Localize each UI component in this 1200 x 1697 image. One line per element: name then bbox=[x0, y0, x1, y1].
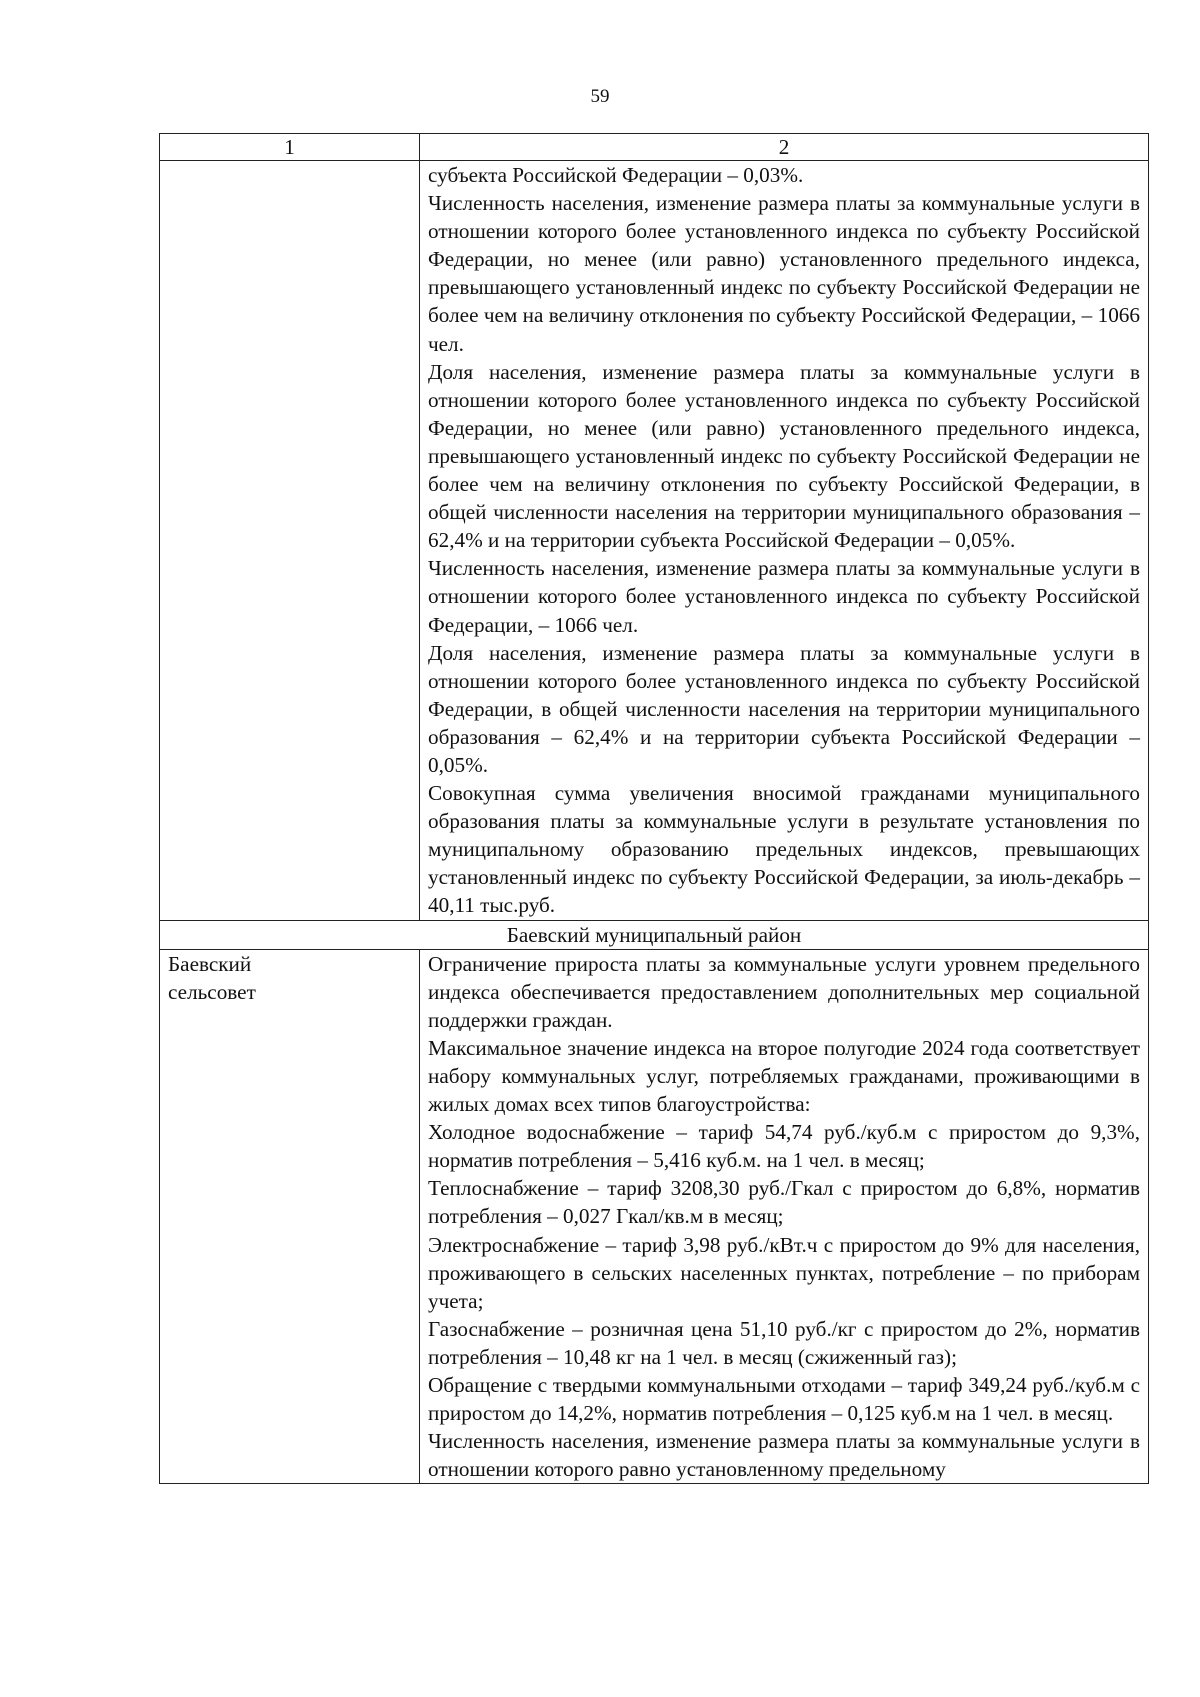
paragraph: Обращение с твердыми коммунальными отходами – тариф 349,24 руб./куб.м с приростом до 14,2%, норматив потребления – 0,125 куб.м на 1 чел. в месяц. bbox=[428, 1373, 1140, 1426]
paragraph: Максимальное значение индекса на второе полугодие 2024 года соответствует набору коммунальных услуг, потребляемых гражданами, проживающими в жилых домах всех типов благоустройства: bbox=[428, 1035, 1140, 1117]
municipality-name-line: сельсовет bbox=[168, 979, 256, 1004]
table-header-row bbox=[160, 134, 1149, 161]
paragraph: Совокупная сумма увеличения вносимой гражданами муниципального образования платы за коммунальные услуги в результате установления по муниципальному образованию предельных индексов, превышающих установленный индекс по субъекту Российской Федерации, за июль-декабрь – 40,11 тыс.руб. bbox=[428, 781, 1140, 918]
row-1-col-2 bbox=[420, 161, 1149, 921]
header-col-1: 1 bbox=[160, 134, 420, 161]
municipality-name-line: Баевский bbox=[168, 951, 252, 976]
row-2-col-2 bbox=[420, 949, 1149, 1484]
paragraph: Газоснабжение – розничная цена 51,10 руб./кг с приростом до 2%, норматив потребления – 10,48 кг на 1 чел. в месяц (сжиженный газ); bbox=[428, 1316, 1140, 1369]
row-1-col-1 bbox=[160, 161, 420, 921]
paragraph: Теплоснабжение – тариф 3208,30 руб./Гкал с приростом до 6,8%, норматив потребления – 0,027 Гкал/кв.м в месяц; bbox=[428, 1176, 1140, 1229]
paragraph: Численность населения, изменение размера платы за коммунальные услуги в отношении которого более установленного индекса по субъекту Российской Федерации, но менее (или равно) установленного предельного индекса, превышающего установленный индекс по субъекту Российской Федерации не более чем на величину отклонения по субъекту Российской Федерации, – 1066 чел. bbox=[428, 191, 1140, 356]
table-row bbox=[160, 161, 1149, 921]
paragraph: Электроснабжение – тариф 3,98 руб./кВт.ч с приростом до 9% для населения, проживающего в сельских населенных пунктах, потребление – по приборам учета; bbox=[428, 1232, 1140, 1313]
paragraph: Доля населения, изменение размера платы за коммунальные услуги в отношении которого более установленного индекса по субъекту Российской Федерации, в общей численности населения на территории муниципального образования – 62,4% и на территории субъекта Российской Федерации – 0,05%. bbox=[428, 640, 1140, 777]
paragraph: Доля населения, изменение размера платы за коммунальные услуги в отношении которого более установленного индекса по субъекту Российской Федерации, но менее (или равно) установленного предельного индекса, превышающего установленный индекс по субъекту Российской Федерации не более чем на величину отклонения по субъекту Российской Федерации, в общей численности населения на территории муниципального образования – 62,4% и на территории субъекта Российской Федерации – 0,05%. bbox=[428, 359, 1140, 553]
header-col-2: 2 bbox=[420, 134, 1149, 161]
page-number: 59 bbox=[590, 86, 610, 107]
table-row bbox=[160, 949, 1149, 1484]
section-row bbox=[160, 920, 1149, 949]
paragraph: Численность населения, изменение размера платы за коммунальные услуги в отношении которого равно установленному предельному bbox=[428, 1429, 1140, 1482]
paragraph: Численность населения, изменение размера платы за коммунальные услуги в отношении которого более установленного индекса по субъекту Российской Федерации, – 1066 чел. bbox=[428, 556, 1140, 637]
paragraph: Ограничение прироста платы за коммунальные услуги уровнем предельного индекса обеспечивается предоставлением дополнительных мер социальной поддержки граждан. bbox=[428, 951, 1140, 1032]
paragraph: субъекта Российской Федерации – 0,03%. bbox=[428, 163, 804, 187]
data-table bbox=[159, 133, 1149, 1484]
section-title: Баевский муниципальный район bbox=[160, 920, 1149, 949]
row-2-col-1 bbox=[160, 949, 420, 1484]
paragraph: Холодное водоснабжение – тариф 54,74 руб./куб.м с приростом до 9,3%, норматив потребления – 5,416 куб.м. на 1 чел. в месяц; bbox=[428, 1120, 1140, 1173]
